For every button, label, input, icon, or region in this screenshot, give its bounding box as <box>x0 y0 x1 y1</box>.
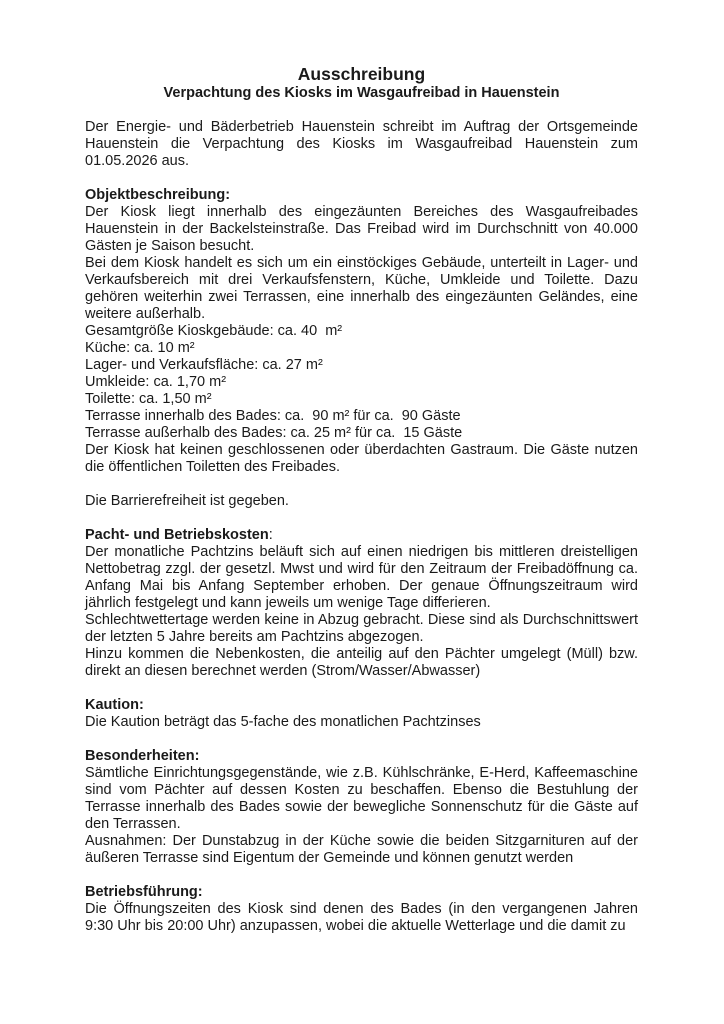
text-line: Lager- und Verkaufsfläche: ca. 27 m² <box>85 357 323 373</box>
text-line: Terrasse außerhalb des Bades: ca. 25 m² für ca. 15 Gäste <box>85 425 463 441</box>
section-heading <box>85 527 638 544</box>
paragraph: Hinzu kommen die Nebenkosten, die anteilig auf den Pächter umgelegt (Müll) bzw. direkt an diesen berechnet werden (Strom/Wasser/Abwasser) <box>85 646 638 679</box>
section-heading <box>85 884 638 901</box>
section-heading <box>85 697 638 714</box>
text-line: Umkleide: ca. 1,70 m² <box>85 374 227 390</box>
section-heading-suffix: : <box>268 527 273 543</box>
blank-line <box>85 102 638 119</box>
blank-line <box>85 867 638 884</box>
text-line: Terrasse innerhalb des Bades: ca. 90 m² für ca. 90 Gäste <box>85 408 461 424</box>
paragraph: Der Kiosk hat keinen geschlossenen oder überdachten Gastraum. Die Gäste nutzen die öffentlichen Toiletten des Freibades. <box>85 442 638 475</box>
text-line: Die Barrierefreiheit ist gegeben. <box>85 493 289 509</box>
paragraph: Bei dem Kiosk handelt es sich um ein einstöckiges Gebäude, unterteilt in Lager- und Verkaufsbereich mit drei Verkaufsfenstern, Küche, Umkleide und Toilette. Dazu gehören weiterhin zwei Terrassen, eine innerhalb des eingezäunten Geländes, eine weitere außerhalb. <box>85 255 638 322</box>
section-heading-text: Kaution: <box>85 697 144 713</box>
paragraph: Der monatliche Pachtzins beläuft sich auf einen niedrigen bis mittleren dreistelligen Nettobetrag zzgl. der gesetzl. Mwst und wird für den Zeitraum der Freibadöffnung ca. Anfang Mai bis Anfang September erhoben. Der genaue Öffnungszeitraum wird jährlich festgelegt und kann jeweils um wenige Tage differieren. <box>85 544 638 611</box>
section-heading-text: Besonderheiten: <box>85 748 200 764</box>
section-heading <box>85 748 638 765</box>
paragraph: Sämtliche Einrichtungsgegenstände, wie z.B. Kühlschränke, E-Herd, Kaffeemaschine sind vom Pächter auf dessen Kosten zu beschaffen. Ebenso die Bestuhlung der Terrasse innerhalb des Bades sowie der bewegliche Sonnenschutz für die Gäste auf den Terrassen. <box>85 765 638 832</box>
paragraph: Ausnahmen: Der Dunstabzug in der Küche sowie die beiden Sitzgarnituren auf der äußeren Terrasse sind Eigentum der Gemeinde und können genutzt werden <box>85 833 638 866</box>
text-line: Küche: ca. 10 m² <box>85 340 195 356</box>
paragraph: Schlechtwettertage werden keine in Abzug gebracht. Diese sind als Durchschnittswert der letzten 5 Jahre bereits am Pachtzins abgezogen. <box>85 612 638 645</box>
blank-line <box>85 476 638 493</box>
paragraph: Die Öffnungszeiten des Kiosk sind denen des Bades (in den vergangenen Jahren 9:30 Uhr bis 20:00 Uhr) anzupassen, wobei die aktuelle Wetterlage und die damit zu <box>85 901 638 934</box>
text-line: Toilette: ca. 1,50 m² <box>85 391 212 407</box>
paragraph: Der Energie- und Bäderbetrieb Hauenstein schreibt im Auftrag der Ortsgemeinde Hauenstein die Verpachtung des Kiosks im Wasgaufreibad Hauenstein zum 01.05.2026 aus. <box>85 119 638 169</box>
paragraph: Der Kiosk liegt innerhalb des eingezäunten Bereiches des Wasgaufreibades Hauenstein in der Backelsteinstraße. Das Freibad wird im Durchschnitt von 40.000 Gästen je Saison besucht. <box>85 204 638 254</box>
text-line: Gesamtgröße Kioskgebäude: ca. 40 m² <box>85 323 343 339</box>
blank-line <box>85 510 638 527</box>
blank-line <box>85 170 638 187</box>
blank-line <box>85 680 638 697</box>
section-heading-text: Betriebsführung: <box>85 884 203 900</box>
section-heading-text: Pacht- und Betriebskosten <box>85 527 269 543</box>
blank-line <box>85 731 638 748</box>
document-subtitle: Verpachtung des Kiosks im Wasgaufreibad in Hauenstein <box>163 85 560 101</box>
text-line: Die Kaution beträgt das 5-fache des monatlichen Pachtzinses <box>85 714 481 730</box>
document-body <box>85 102 638 935</box>
document-title: Ausschreibung <box>297 64 426 84</box>
section-heading <box>85 187 638 204</box>
section-heading-text: Objektbeschreibung: <box>85 187 231 203</box>
